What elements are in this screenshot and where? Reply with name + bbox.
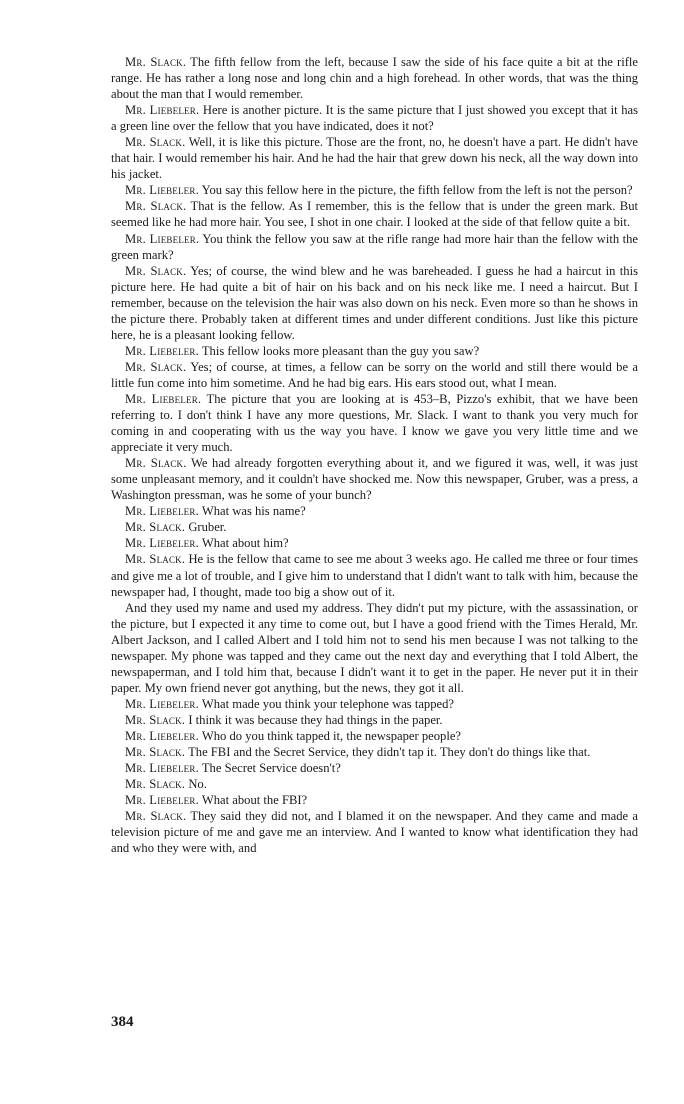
testimony-text: I think it was because they had things in the paper. — [188, 712, 443, 727]
testimony-paragraph — [111, 455, 638, 503]
testimony-paragraph — [111, 519, 638, 535]
speaker-label: Mr. Liebeler. — [125, 391, 202, 406]
testimony-text: The Secret Service doesn't? — [201, 761, 341, 776]
testimony-paragraph — [111, 792, 638, 808]
testimony-paragraph — [111, 231, 638, 263]
speaker-label: Mr. Slack. — [125, 359, 187, 374]
speaker-label: Mr. Liebeler. — [125, 343, 199, 358]
testimony-paragraph — [111, 776, 638, 792]
speaker-label: Mr. Liebeler. — [125, 183, 199, 198]
speaker-label: Mr. Slack. — [125, 456, 187, 471]
testimony-text: And they used my name and used my address. They didn't put my picture, with the assassination, or the picture, but I expected it any time to come out, but I have a good friend with the Times Herald, Mr. Albert Jackson, and I called Albert and I told him not to send his men because I was not talking to the newspaper. My phone was tapped and they came out the next day and everything that I told Albert, the newspaperman, and I told him that, because I didn't want it to get in the paper. He never put it in their paper. My own friend never got anything, but the news, they got it all. — [111, 600, 638, 695]
testimony-text: No. — [188, 777, 207, 792]
speaker-label: Mr. Slack. — [125, 712, 186, 727]
testimony-paragraph — [111, 728, 638, 744]
testimony-text: Who do you think tapped it, the newspaper people? — [201, 728, 462, 743]
testimony-text: He is the fellow that came to see me about 3 weeks ago. He called me three or four times and give me a lot of trouble, and I give him to understand that I didn't want to talk with him, because the newspaper had, I thought, made too big a show out of it. — [111, 552, 638, 599]
speaker-label: Mr. Liebeler. — [125, 231, 200, 246]
testimony-paragraph — [111, 808, 638, 856]
transcript-page — [111, 54, 638, 856]
testimony-text: We had already forgotten everything about it, and we figured it was, well, it was just some unpleasant memory, and it couldn't have shocked me. Now this newspaper, Gruber, was a press, a Washington pressman, was he some of your bunch? — [111, 456, 638, 503]
speaker-label: Mr. Liebeler. — [125, 793, 199, 808]
testimony-text: This fellow looks more pleasant than the guy you saw? — [201, 343, 480, 358]
testimony-paragraph — [111, 134, 638, 182]
speaker-label: Mr. Liebeler. — [125, 696, 199, 711]
testimony-text: Yes; of course, the wind blew and he was bareheaded. I guess he had a haircut in this picture here. He had quite a bit of hair on his back and on his neck like me. I need a haircut. But I remember, because on the television the hair was also down on his neck. Even more so than he shows in the picture there. Probably taken at different times and under different conditions. Just like this picture here, he is a pleasant looking fellow. — [111, 263, 638, 342]
speaker-label: Mr. Liebeler. — [125, 504, 199, 519]
testimony-text: What was his name? — [201, 504, 306, 519]
testimony-text: What about the FBI? — [201, 793, 308, 808]
speaker-label: Mr. Slack. — [125, 135, 186, 150]
speaker-label: Mr. Liebeler. — [125, 728, 199, 743]
testimony-text: Here is another picture. It is the same picture that I just showed you except that it has a green line over the fellow that you have indicated, does it not? — [111, 103, 638, 134]
speaker-label: Mr. Liebeler. — [125, 536, 199, 551]
testimony-text: You think the fellow you saw at the rifle range had more hair than the fellow with the green mark? — [111, 231, 639, 262]
testimony-text: That is the fellow. As I remember, this is the fellow that is under the green mark. But seemed like he had more hair. You see, I shot in one chair. I looked at the side of that fellow quite a bit. — [111, 199, 638, 230]
testimony-text: The FBI and the Secret Service, they didn't tap it. They don't do things like that. — [188, 745, 591, 760]
testimony-text: Gruber. — [188, 520, 227, 535]
speaker-label: Mr. Slack. — [125, 199, 187, 214]
speaker-label: Mr. Slack. — [125, 809, 187, 824]
testimony-paragraph — [111, 182, 638, 198]
testimony-paragraph — [111, 198, 638, 230]
testimony-paragraph — [111, 102, 638, 134]
testimony-text: The fifth fellow from the left, because I saw the side of his face quite a bit at the rifle range. He has rather a long nose and long chin and a high forehead. In other words, that was the thing about the man that I would remember. — [111, 55, 638, 102]
speaker-label: Mr. Slack. — [125, 745, 186, 760]
testimony-paragraph — [111, 600, 638, 696]
testimony-text: The picture that you are looking at is 453–B, Pizzo's exhibit, that we have been referring to. I don't think I have any more questions, Mr. Slack. I want to thank you very much for coming in and cooperating with us the way you have. I know we gave you very little time and we appreciate it very much. — [111, 391, 638, 455]
testimony-paragraph — [111, 712, 638, 728]
speaker-label: Mr. Slack. — [125, 777, 186, 792]
speaker-label: Mr. Liebeler. — [125, 103, 200, 118]
testimony-paragraph — [111, 551, 638, 599]
testimony-text: What made you think your telephone was tapped? — [201, 696, 455, 711]
testimony-paragraph — [111, 391, 638, 455]
testimony-paragraph — [111, 503, 638, 519]
speaker-label: Mr. Slack. — [125, 55, 187, 69]
testimony-paragraph — [111, 696, 638, 712]
testimony-paragraph — [111, 343, 638, 359]
testimony-paragraph — [111, 760, 638, 776]
testimony-text: What about him? — [201, 536, 289, 551]
speaker-label: Mr. Liebeler. — [125, 761, 199, 776]
speaker-label: Mr. Slack. — [125, 263, 187, 278]
testimony-paragraph — [111, 359, 638, 391]
page-number: 384 — [111, 1014, 134, 1030]
speaker-label: Mr. Slack. — [125, 552, 186, 567]
speaker-label: Mr. Slack. — [125, 520, 186, 535]
testimony-paragraph — [111, 263, 638, 343]
testimony-text: They said they did not, and I blamed it on the newspaper. And they came and made a television picture of me and gave me an interview. And I wanted to know what identification they had and who they were with, and — [111, 809, 639, 856]
testimony-text: Yes; of course, at times, a fellow can be sorry on the world and still there would be a little fun come into him sometime. And he had big ears. His ears stood out, what I mean. — [111, 359, 638, 390]
testimony-text: You say this fellow here in the picture, the fifth fellow from the left is not the person? — [201, 183, 633, 198]
testimony-paragraph — [111, 54, 638, 102]
testimony-text: Well, it is like this picture. Those are the front, no, he doesn't have a part. He didn't have that hair. I would remember his hair. And he had the hair that grew down his neck, all the way down into his jacket. — [111, 135, 638, 182]
testimony-paragraph — [111, 744, 638, 760]
testimony-paragraph — [111, 535, 638, 551]
